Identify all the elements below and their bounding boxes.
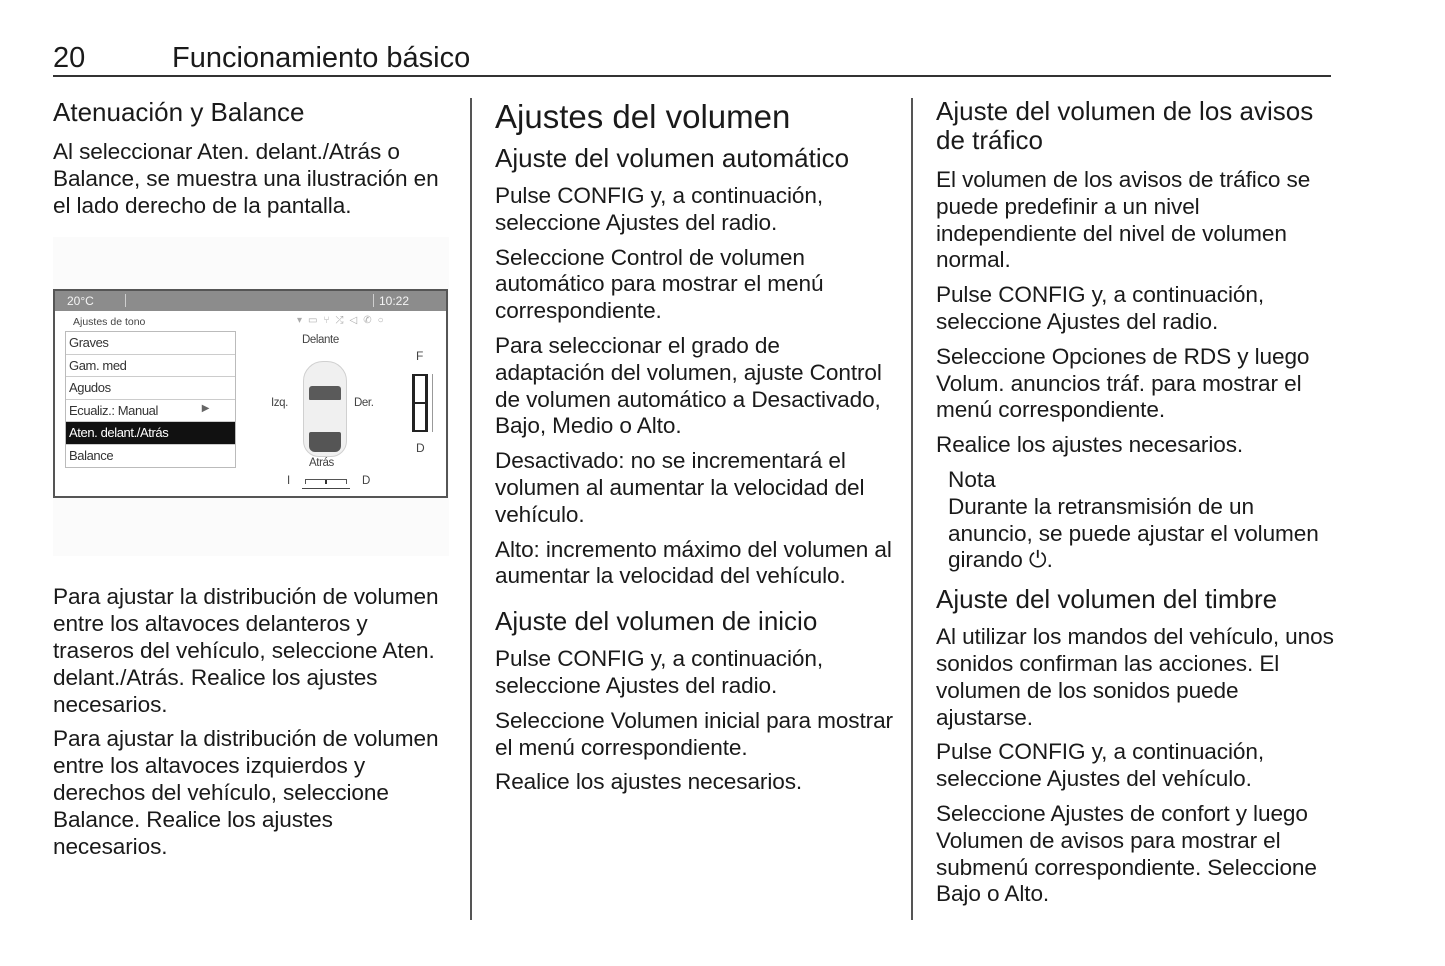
column-divider: [911, 98, 913, 920]
note-text: Durante la retransmisión de un anuncio, se puede ajustar el volumen girando ⏻.: [948, 493, 1319, 573]
paragraph: Pulse CONFIG y, a continuación, seleccione Ajustes del radio.: [936, 282, 1264, 334]
fader-label-rear: D: [416, 441, 425, 456]
paragraph: Realice los ajustes necesarios.: [936, 432, 1244, 458]
paragraph: Para seleccionar el grado de adaptación del volumen, ajuste Control de volumen automático a Desactivado, Bajo, Medio o Alto.: [495, 332, 882, 439]
signal-icon: ▭: [308, 315, 324, 327]
infotainment-screen: [53, 289, 448, 498]
fader-slider[interactable]: [412, 374, 428, 432]
illustration: [53, 237, 449, 556]
column-2: [495, 97, 895, 804]
paragraph: Desactivado: no se incrementará el volumen al aumentar la velocidad del vehículo.: [495, 448, 865, 527]
fader-track-edge: [432, 374, 433, 432]
paragraph: Pulse CONFIG y, a continuación, seleccione Ajustes del radio.: [495, 646, 823, 698]
heading-chime-volume: Ajuste del volumen del timbre: [936, 584, 1278, 615]
menu-item-label: Agudos: [69, 380, 111, 396]
mute-icon: ◁: [349, 315, 364, 327]
label-front: Delante: [302, 334, 339, 347]
column-3: [936, 97, 1336, 916]
clock: 10:22: [379, 294, 410, 309]
balance-label-right: D: [362, 475, 370, 488]
shuffle-icon: ⤮: [335, 315, 350, 327]
menu-item-label: Gam. med: [69, 357, 127, 373]
windshield: [309, 386, 341, 400]
balance-label-left: I: [287, 475, 290, 488]
car-top-view-icon: [303, 361, 347, 457]
tone-settings-menu: [65, 331, 236, 468]
temperature: 20°C: [67, 294, 94, 309]
paragraph: Realice los ajustes necesarios.: [495, 769, 803, 795]
power-icon: ○: [377, 315, 390, 327]
separator: [373, 294, 374, 307]
column-divider: [470, 98, 472, 920]
status-icons: [297, 315, 390, 326]
heading-startup-volume: Ajuste del volumen de inicio: [495, 606, 818, 637]
separator: [125, 294, 126, 307]
paragraph: Seleccione Control de volumen automático para mostrar el menú correspondiente.: [495, 244, 824, 324]
balance-knob[interactable]: [325, 480, 327, 484]
menu-item-label: Graves: [69, 335, 109, 351]
heading-traffic-volume: Ajuste del volumen de los avisos de tráfico: [936, 96, 1314, 155]
phone-icon: ✆: [363, 315, 378, 327]
menu-item-agudos[interactable]: [66, 377, 235, 400]
paragraph: Seleccione Volumen inicial para mostrar el menú correspondiente.: [495, 707, 893, 760]
heading-fade-balance: Atenuación y Balance: [53, 97, 305, 127]
balance-underline: [302, 488, 350, 489]
menu-item-gam-med[interactable]: [66, 355, 235, 378]
note-box: [948, 467, 1336, 574]
wifi-icon: ▾: [297, 315, 309, 327]
fader-label-front: F: [416, 349, 423, 364]
menu-item-label: Ecualiz.: Manual: [69, 402, 158, 418]
chevron-right-icon: ▶: [201, 402, 209, 414]
balance-slider[interactable]: [305, 479, 347, 484]
rear-window: [309, 432, 341, 452]
section-title: Funcionamiento básico: [172, 42, 471, 74]
label-left: Izq.: [271, 397, 288, 410]
screen-title: Ajustes de tono: [73, 316, 146, 329]
paragraph: Para ajustar la distribución de volumen entre los altavoces delanteros y traseros del vehículo, seleccione Aten. delant./Atrás. Realice los ajustes necesarios.: [53, 584, 439, 717]
menu-item-label: Balance: [69, 447, 114, 463]
heading-auto-volume: Ajuste del volumen automático: [495, 143, 850, 173]
paragraph: Seleccione Opciones de RDS y luego Volum. anuncios tráf. para mostrar el menú correspondiente.: [936, 343, 1310, 423]
label-right: Der.: [354, 397, 374, 410]
menu-item-fader[interactable]: [66, 422, 235, 445]
menu-item-balance[interactable]: [66, 445, 235, 468]
menu-item-label: Aten. delant./Atrás: [69, 425, 169, 441]
paragraph: Pulse CONFIG y, a continuación, seleccione Ajustes del vehículo.: [936, 739, 1264, 792]
page-number: 20: [53, 42, 86, 74]
paragraph: Alto: incremento máximo del volumen al aumentar la velocidad del vehículo.: [495, 536, 892, 589]
page-title: Ajustes del volumen: [495, 98, 791, 135]
column-1: [53, 97, 448, 868]
fader-knob[interactable]: [415, 402, 425, 404]
intro-paragraph: Al seleccionar Aten. delant./Atrás o Balance, se muestra una ilustración en el lado derecho de la pantalla.: [53, 139, 439, 218]
usb-icon: ⑂: [323, 315, 336, 327]
menu-item-ecualizador[interactable]: [66, 400, 235, 423]
paragraph: Al utilizar los mandos del vehículo, unos sonidos confirman las acciones. El volumen de los sonidos puede ajustarse.: [936, 624, 1334, 730]
page-header: [53, 40, 1331, 77]
note-title: Nota: [948, 466, 996, 492]
status-bar: [55, 291, 446, 311]
paragraph: Pulse CONFIG y, a continuación, seleccione Ajustes del radio.: [495, 183, 823, 235]
menu-item-graves[interactable]: [66, 332, 235, 355]
paragraph: El volumen de los avisos de tráfico se puede predefinir a un nivel independiente del nivel de volumen normal.: [936, 167, 1311, 273]
label-rear: Atrás: [309, 457, 334, 470]
paragraph: Seleccione Ajustes de confort y luego Volumen de avisos para mostrar el submenú correspondiente. Seleccione Bajo o Alto.: [936, 800, 1317, 907]
paragraph: Para ajustar la distribución de volumen entre los altavoces izquierdos y derechos del vehículo, seleccione Balance. Realice los ajustes necesarios.: [53, 726, 439, 859]
